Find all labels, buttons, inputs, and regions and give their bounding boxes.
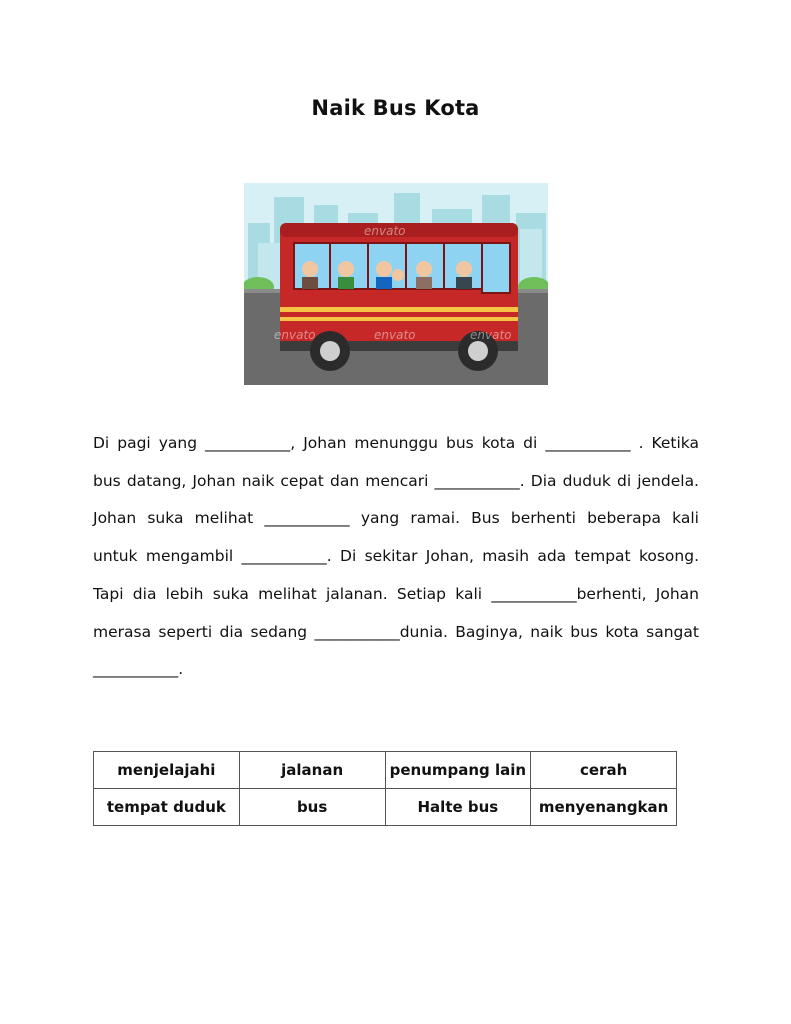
watermark-text: envato <box>374 328 416 342</box>
answer-blank[interactable]: ___________ <box>264 509 350 528</box>
answer-blank[interactable]: ___________ <box>241 547 327 566</box>
fill-in-passage <box>93 425 699 689</box>
word-bank-row <box>94 789 677 826</box>
passage-text: Di pagi yang <box>93 434 206 452</box>
answer-blank[interactable]: ___________ <box>205 434 291 452</box>
word-bank-cell: menyenangkan <box>531 789 677 826</box>
passage-text: dunia. Baginya, naik bus kota sangat <box>399 622 699 641</box>
watermark-text: envato <box>364 224 406 238</box>
word-bank-cell: Halte bus <box>385 789 531 826</box>
word-bank-cell: jalanan <box>239 752 385 789</box>
answer-blank[interactable]: ___________ <box>491 584 577 603</box>
word-bank-table <box>93 751 677 826</box>
bus-illustration <box>244 183 548 385</box>
word-bank-cell: tempat duduk <box>94 789 240 826</box>
answer-blank[interactable]: ___________ <box>434 471 520 490</box>
passage-text: . <box>178 660 184 679</box>
watermark-text: envato <box>470 328 512 342</box>
word-bank-cell: penumpang lain <box>385 752 531 789</box>
passage-text: . Di sekitar Johan, masih ada tempat kosong. Tapi dia lebih suka melihat jalanan. Setiap kali <box>93 547 699 603</box>
answer-blank[interactable]: ___________ <box>93 660 179 679</box>
word-bank-row <box>94 752 677 789</box>
answer-blank[interactable]: ___________ <box>545 434 631 452</box>
passage-text: berhenti, Johan merasa seperti dia sedang <box>93 584 699 641</box>
answer-blank[interactable]: ___________ <box>314 622 400 641</box>
word-bank-cell: menjelajahi <box>94 752 240 789</box>
watermark-text: envato <box>274 328 316 342</box>
passage-text: . Ketika bus datang, Johan naik cepat dan mencari <box>93 434 699 490</box>
word-bank-cell: bus <box>239 789 385 826</box>
word-bank-cell: cerah <box>531 752 677 789</box>
passage-text: , Johan menunggu bus kota di <box>290 434 546 452</box>
passage-text: yang ramai. Bus berhenti beberapa kali untuk mengambil <box>93 509 699 566</box>
page-title: Naik Bus Kota <box>311 96 480 120</box>
passage-text: . Dia duduk di jendela. Johan suka melihat <box>93 471 699 528</box>
